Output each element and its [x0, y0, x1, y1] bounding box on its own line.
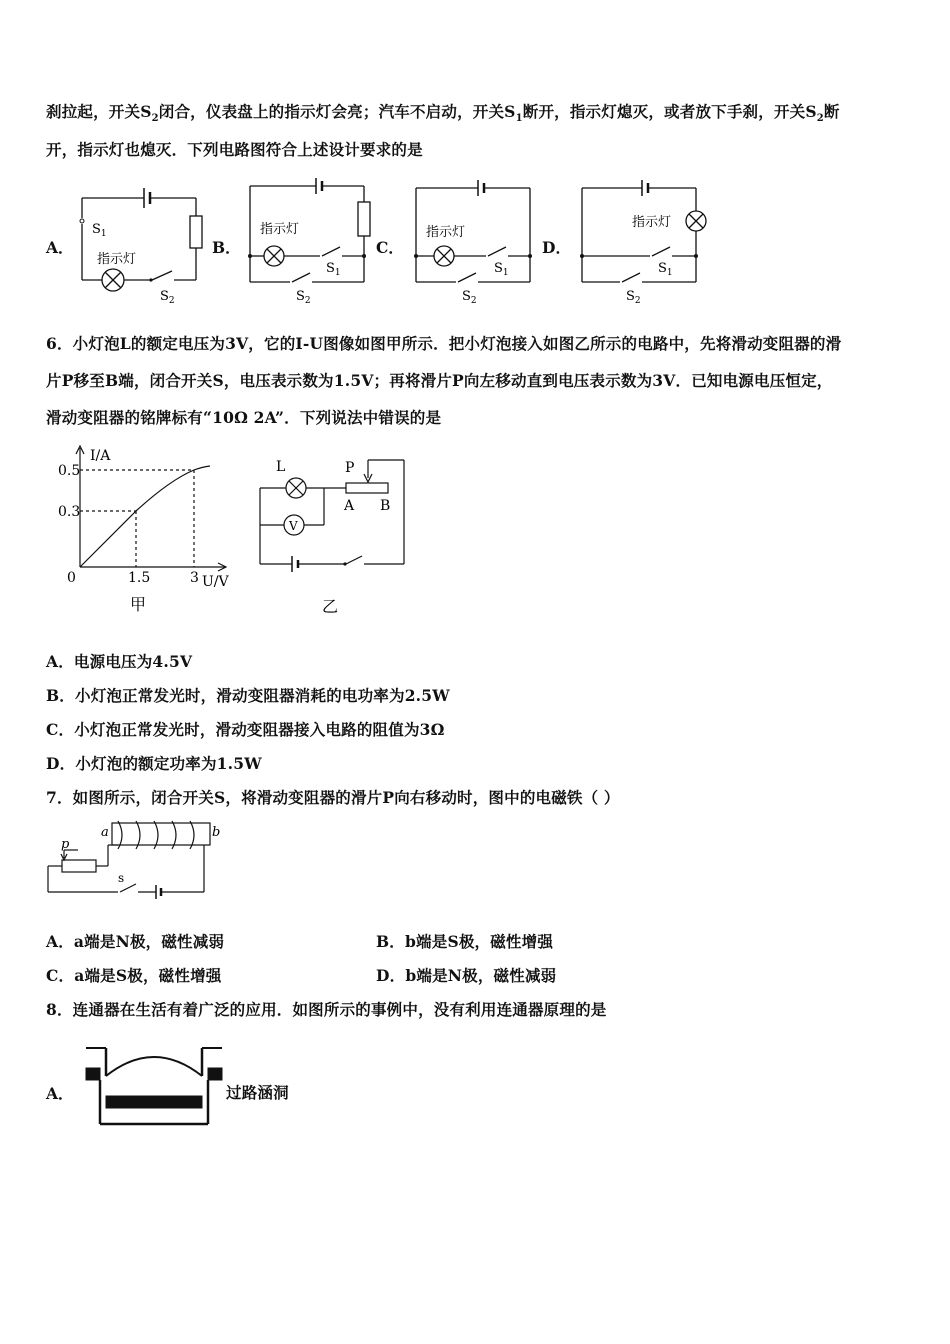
q7-option-a[interactable]: A．a端是N极，磁性减弱: [46, 932, 225, 951]
q6-text-line-2: 片P移至B端，闭合开关S，电压表示数为1.5V；再将滑片P向左移动直到电压表示数为3V．已知电源电压恒定，: [46, 371, 833, 390]
q5-option-d-label[interactable]: D．: [542, 238, 571, 257]
y-tick-0.5: 0.5: [58, 463, 81, 479]
s1-label: $S_1$: [494, 261, 509, 278]
q5-option-a-label[interactable]: A．: [46, 238, 74, 257]
slider-P-label: P: [345, 460, 355, 476]
x-axis-label: U/V: [202, 574, 229, 590]
lamp-L-label: L: [276, 459, 286, 475]
q6-text-line-3: 滑动变阻器的铭牌标有“10Ω 2A”．下列说法中错误的是: [46, 408, 442, 427]
q6-option-b[interactable]: B．小灯泡正常发光时，滑动变阻器消耗的电功率为2.5W: [46, 686, 450, 705]
q8-option-a-label[interactable]: A．: [46, 1084, 74, 1103]
q5-circuit-d: [572, 176, 722, 306]
q5-circuit-a: [70, 180, 210, 310]
q7-electromagnet-figure: [44, 816, 234, 901]
s2-label: $S_2$: [626, 289, 641, 306]
s1-label: $S_1$: [92, 222, 107, 239]
q5-text-line-2: 开，指示灯也熄灭．下列电路图符合上述设计要求的是: [46, 140, 423, 159]
lamp-label: 指示灯: [97, 252, 137, 267]
origin-label: 0: [67, 570, 76, 586]
q8-option-a-caption: 过路涵洞: [226, 1083, 289, 1102]
lamp-label: 指示灯: [632, 215, 672, 230]
q5-text-line-1: 刹拉起，开关$S_2$闭合，仪表盘上的指示灯会亮；汽车不启动，开关$S_1$断开，指示灯熄灭，或者放下手刹，开关$S_2$断: [46, 102, 840, 125]
x-tick-1.5: 1.5: [128, 570, 151, 586]
q7-option-d[interactable]: D．b端是N极，磁性减弱: [376, 966, 557, 985]
q5-circuit-c: [406, 176, 546, 306]
switch-s-label: s: [118, 871, 125, 885]
q8-culvert-figure: [84, 1040, 224, 1130]
q6-iu-graph: [50, 442, 250, 622]
lamp-label: 指示灯: [426, 225, 466, 240]
q5-option-c-label[interactable]: C．: [376, 238, 404, 257]
s1-label: $S_1$: [658, 261, 673, 278]
y-axis-label: I/A: [90, 448, 111, 464]
q6-option-c[interactable]: C．小灯泡正常发光时，滑动变阻器接入电路的阻值为3Ω: [46, 720, 445, 739]
lamp-label: 指示灯: [260, 222, 300, 237]
q6-text-line-1: 6．小灯泡L的额定电压为3V，它的I-U图像如图甲所示．把小灯泡接入如图乙所示的电路中，先将滑动变阻器的滑: [46, 334, 842, 353]
y-tick-0.3: 0.3: [58, 504, 81, 520]
q5-option-b-label[interactable]: B．: [212, 238, 241, 257]
q5-circuit-b: [240, 176, 380, 306]
q7-option-c[interactable]: C．a端是S极，磁性增强: [46, 966, 222, 985]
voltmeter-label: V: [289, 519, 298, 533]
s2-label: $S_2$: [462, 289, 477, 306]
q7-option-b[interactable]: B．b端是S极，磁性增强: [376, 932, 554, 951]
circuit-caption: 乙: [322, 597, 339, 616]
q7-stem: 7．如图所示，闭合开关S，将滑动变阻器的滑片P向右移动时，图中的电磁铁（ ）: [46, 788, 620, 807]
s1-label: $S_1$: [326, 261, 341, 278]
x-tick-3: 3: [190, 570, 199, 586]
q6-circuit: [252, 450, 422, 620]
end-B-label: B: [380, 498, 391, 514]
q8-stem: 8．连通器在生活有着广泛的应用．如图所示的事例中，没有利用连通器原理的是: [46, 1000, 607, 1019]
end-b-label: b: [212, 825, 221, 840]
q6-option-d[interactable]: D．小灯泡的额定功率为1.5W: [46, 754, 262, 773]
graph-caption: 甲: [130, 595, 147, 614]
s2-label: $S_2$: [160, 289, 175, 306]
end-a-label: a: [101, 825, 109, 840]
s2-label: $S_2$: [296, 289, 311, 306]
end-A-label: A: [344, 498, 355, 514]
q6-option-a[interactable]: A．电源电压为4.5V: [46, 652, 193, 671]
slider-p-label: p: [61, 837, 70, 852]
